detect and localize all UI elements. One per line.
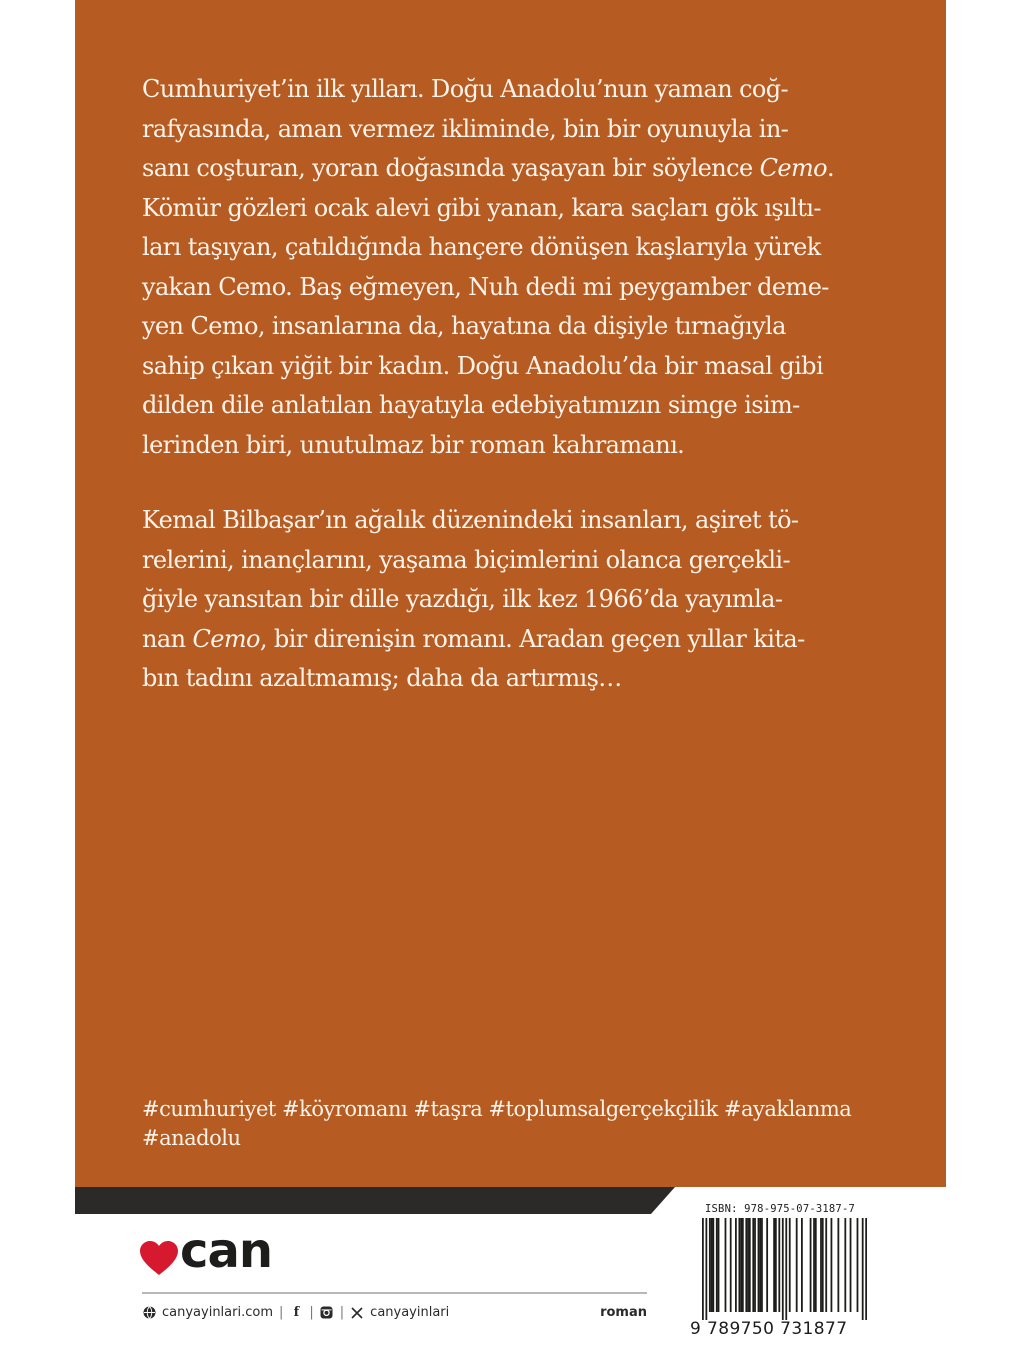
separator: | xyxy=(309,1305,314,1320)
barcode-bar xyxy=(759,1218,761,1312)
website-link[interactable]: canyayinlari.com xyxy=(162,1305,273,1320)
blurb-line: lerinden biri, unutulmaz bir roman kahramanı. xyxy=(142,430,685,459)
barcode-bar xyxy=(865,1218,867,1320)
blurb-line-end: , bir direnişin romanı. Aradan geçen yıllar kita- xyxy=(259,624,805,653)
barcode-bar xyxy=(702,1218,704,1320)
barcode-bar xyxy=(789,1218,791,1312)
footer-links xyxy=(142,1305,449,1320)
barcode-bar xyxy=(785,1218,787,1320)
title-italic: Cemo xyxy=(759,154,827,182)
hashtag-line: #cumhuriyet #köyromanı #taşra #toplumsalgerçekçilik #ayaklanma xyxy=(142,1097,852,1121)
publisher-logo xyxy=(140,1223,300,1285)
barcode-bar xyxy=(844,1218,846,1312)
barcode-bar xyxy=(822,1218,824,1312)
hashtags xyxy=(142,1095,862,1153)
barcode-bar xyxy=(725,1218,727,1312)
facebook-icon[interactable]: f xyxy=(293,1305,300,1320)
blurb-paragraph-1 xyxy=(142,70,852,465)
blurb-line-text: sanı coşturan, yoran doğasında yaşayan bir söylence xyxy=(142,154,760,182)
blurb-paragraph-2 xyxy=(142,501,852,699)
barcode-bar xyxy=(747,1218,749,1312)
blurb-line: ları taşıyan, çatıldığında hançere dönüşen kaşlarıyla yürek xyxy=(142,233,821,261)
barcode-bar xyxy=(825,1218,827,1312)
barcode-number: 9 789750 731877 xyxy=(690,1319,848,1339)
footer-divider xyxy=(142,1292,647,1294)
barcode-bar xyxy=(778,1218,780,1312)
hashtag-line: #anadolu xyxy=(142,1126,241,1150)
logo-wordmark: can xyxy=(180,1223,273,1279)
barcode-bar xyxy=(709,1218,711,1312)
barcode-bar xyxy=(716,1218,718,1312)
blurb-line: ğiyle yansıtan bir dille yazdığı, ilk kez 1966’da yayımla- xyxy=(142,585,783,613)
barcode-bar xyxy=(735,1218,737,1312)
barcode-bar xyxy=(742,1218,744,1312)
barcode-bar xyxy=(711,1218,713,1312)
blurb-line: yakan Cemo. Baş eğmeyen, Nuh dedi mi peygamber deme- xyxy=(142,272,829,301)
barcode-bar xyxy=(796,1218,798,1312)
blurb-line: Kömür gözleri ocak alevi gibi yanan, kara saçları gök ışıltı- xyxy=(142,193,821,222)
barcode-bar xyxy=(773,1218,775,1312)
barcode-bar xyxy=(837,1218,839,1312)
blurb-line: Kemal Bilbaşar’ın ağalık düzenindeki insanları, aşiret tö- xyxy=(142,506,799,534)
blurb-line-start: nan xyxy=(142,624,193,653)
blurb-line xyxy=(142,620,852,660)
barcode-bar xyxy=(813,1218,815,1312)
blurb-line: Cumhuriyet’in ilk yılları. Doğu Anadolu’nun yaman coğ- xyxy=(142,75,789,103)
barcode-bar xyxy=(831,1218,833,1312)
barcode-bar xyxy=(862,1218,864,1320)
separator: | xyxy=(339,1305,345,1320)
barcode-bar xyxy=(754,1218,756,1312)
blurb-line xyxy=(142,149,852,189)
blurb-text xyxy=(142,70,852,699)
barcode-bar xyxy=(775,1218,777,1312)
barcode-bar xyxy=(815,1218,817,1312)
instagram-icon[interactable] xyxy=(320,1306,334,1320)
footer-bar xyxy=(142,1305,647,1323)
blurb-line: sahip çıkan yiğit bir kadın. Doğu Anadolu’da bir masal gibi xyxy=(142,351,824,380)
genre-label: roman xyxy=(600,1305,647,1320)
barcode-bar xyxy=(761,1218,763,1312)
x-icon[interactable] xyxy=(350,1306,364,1320)
blurb-line: yen Cemo, insanlarına da, hayatına da dişiyle tırnağıyla xyxy=(142,312,786,340)
title-italic: Cemo xyxy=(192,624,260,653)
blurb-line: dilden dile anlatılan hayatıyla edebiyatımızın simge isim- xyxy=(142,391,800,419)
blurb-line: relerini, inançlarını, yaşama biçimlerini olanca gerçekli- xyxy=(142,545,791,574)
barcode-bar xyxy=(705,1218,707,1320)
barcode-bar xyxy=(712,1218,714,1312)
globe-icon xyxy=(142,1306,156,1320)
barcode-bar xyxy=(810,1218,812,1312)
barcode-bar xyxy=(718,1218,720,1312)
isbn-label: ISBN: 978-975-07-3187-7 xyxy=(705,1203,855,1215)
blurb-line-end: . xyxy=(827,154,835,182)
heart-icon xyxy=(140,1241,178,1277)
blurb-line: rafyasında, aman vermez ikliminde, bin bir oyunuyla in- xyxy=(142,114,789,143)
dark-band xyxy=(75,1187,675,1214)
barcode-bar xyxy=(850,1218,852,1312)
blurb-line: bın tadını azaltmamış; daha da artırmış… xyxy=(142,664,622,692)
barcode-bar xyxy=(782,1218,784,1320)
barcode-bar xyxy=(740,1218,742,1312)
barcode-bar xyxy=(749,1218,751,1312)
separator: | xyxy=(279,1305,284,1320)
barcode-bar xyxy=(745,1218,747,1312)
barcode-bar xyxy=(738,1218,740,1312)
barcode-bar xyxy=(801,1218,803,1312)
barcode xyxy=(702,1218,867,1320)
barcode-bar xyxy=(857,1218,859,1312)
barcode-bar xyxy=(752,1218,754,1312)
barcode-bar xyxy=(730,1218,732,1312)
barcode-bar xyxy=(758,1218,760,1312)
barcode-bar xyxy=(766,1218,768,1312)
barcode-bar xyxy=(820,1218,822,1312)
social-handle[interactable]: canyayinlari xyxy=(370,1305,450,1320)
